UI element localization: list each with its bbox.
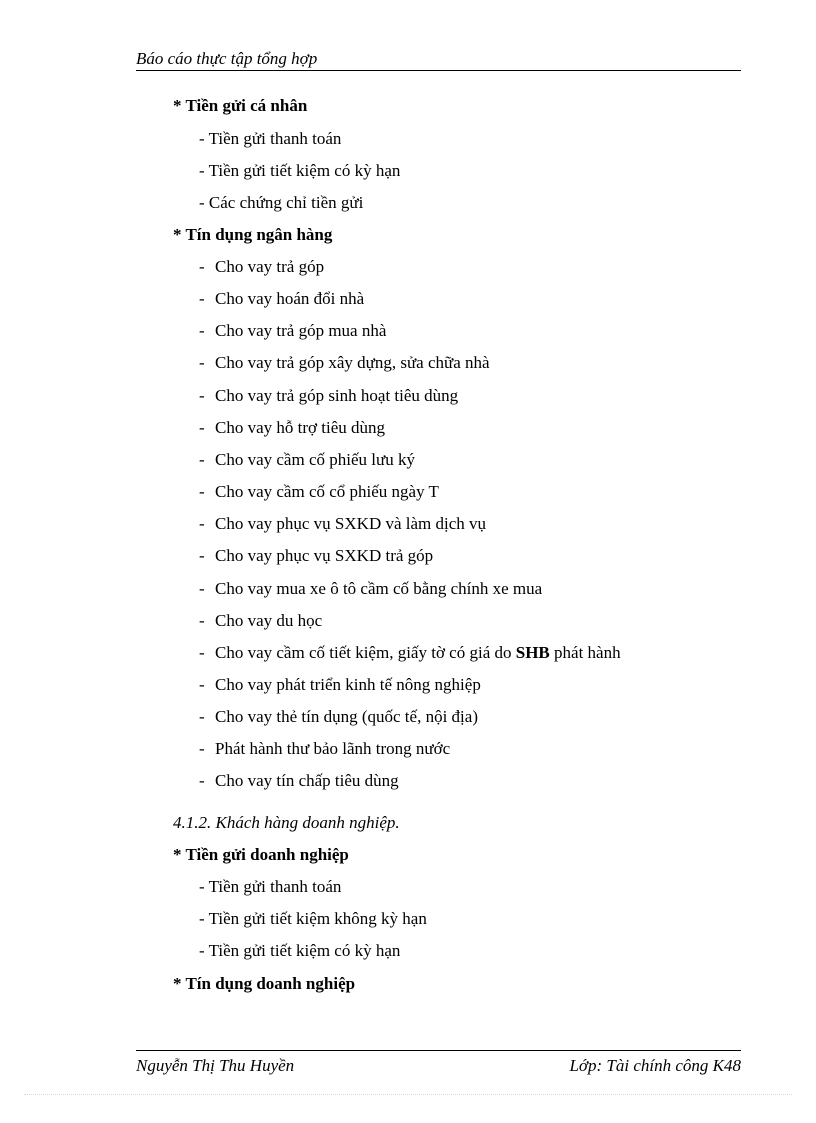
bullet-dash: -	[199, 418, 205, 437]
list-item	[199, 416, 385, 440]
list-item	[199, 351, 490, 375]
list-item	[199, 577, 542, 601]
list-item-label: Cho vay hoán đổi nhà	[215, 289, 365, 308]
bullet-dash: -	[199, 386, 205, 405]
list-item	[199, 769, 399, 793]
bullet-dash: -	[199, 739, 205, 758]
business-credit-heading: * Tín dụng doanh nghiệp	[173, 974, 356, 993]
footer-class: Lớp: Tài chính công K48	[569, 1056, 741, 1075]
list-item: - Tiền gửi thanh toán	[199, 129, 342, 148]
list-item-label: Cho vay cầm cố cổ phiếu ngày T	[215, 482, 439, 501]
bullet-dash: -	[199, 579, 205, 598]
list-item: - Tiền gửi tiết kiệm có kỳ hạn	[199, 941, 401, 960]
list-item-label: Cho vay mua xe ô tô cầm cố bằng chính xe mua	[215, 579, 543, 598]
list-item-label: Cho vay trả góp sinh hoạt tiêu dùng	[215, 386, 459, 405]
list-item	[199, 319, 386, 343]
list-item-label: Phát hành thư bảo lãnh trong nước	[215, 739, 451, 758]
list-item-label: Cho vay trả góp xây dựng, sửa chữa nhà	[215, 353, 490, 372]
bullet-dash: -	[199, 450, 205, 469]
list-item	[199, 512, 486, 536]
section-title: 4.1.2. Khách hàng doanh nghiệp.	[173, 813, 400, 832]
page-footer	[136, 1050, 741, 1075]
bullet-dash: -	[199, 611, 205, 630]
bullet-dash: -	[199, 707, 205, 726]
bullet-dash: -	[199, 321, 205, 340]
bullet-dash: -	[199, 643, 205, 662]
list-item: - Tiền gửi tiết kiệm có kỳ hạn	[199, 161, 401, 180]
list-item	[199, 705, 478, 729]
personal-credit-heading: * Tín dụng ngân hàng	[173, 225, 333, 244]
list-item	[199, 673, 481, 697]
bullet-dash: -	[199, 289, 205, 308]
bullet-dash: -	[199, 482, 205, 501]
list-item-label: Cho vay trả góp mua nhà	[215, 321, 387, 340]
list-item	[199, 448, 415, 472]
bullet-dash: -	[199, 546, 205, 565]
list-item-label: Cho vay phục vụ SXKD trả góp	[215, 546, 434, 565]
list-item-label: Cho vay phát triển kinh tế nông nghiệp	[215, 675, 481, 694]
list-item: - Các chứng chỉ tiền gửi	[199, 193, 364, 212]
list-item	[199, 480, 439, 504]
list-item	[199, 641, 621, 665]
list-item-label: Cho vay thẻ tín dụng (quốc tế, nội địa)	[215, 707, 478, 726]
bullet-dash: -	[199, 771, 205, 790]
list-item	[199, 609, 322, 633]
bullet-dash: -	[199, 514, 205, 533]
list-item-label: Cho vay trả góp	[215, 257, 325, 276]
footer-author: Nguyễn Thị Thu Huyền	[136, 1056, 295, 1075]
list-item-label: Cho vay cầm cố tiết kiệm, giấy tờ có giá do SHB phát hành	[215, 643, 621, 662]
list-item	[199, 287, 364, 311]
header-title: Báo cáo thực tập tổng hợp	[136, 49, 318, 68]
bullet-dash: -	[199, 353, 205, 372]
list-item-label: Cho vay tín chấp tiêu dùng	[215, 771, 399, 790]
business-deposits-heading: * Tiền gửi doanh nghiệp	[173, 845, 349, 864]
list-item-label: Cho vay du học	[215, 611, 323, 630]
list-item: - Tiền gửi thanh toán	[199, 877, 342, 896]
bullet-dash: -	[199, 257, 205, 276]
page-bottom-divider	[24, 1094, 792, 1095]
personal-deposits-heading: * Tiền gửi cá nhân	[173, 96, 308, 115]
list-item-label: Cho vay hỗ trợ tiêu dùng	[215, 418, 385, 437]
list-item	[199, 255, 324, 279]
page-header	[136, 48, 741, 71]
list-item	[199, 544, 433, 568]
list-item-label: Cho vay cầm cố phiếu lưu ký	[215, 450, 415, 469]
list-item	[199, 384, 458, 408]
list-item	[199, 737, 450, 761]
list-item-label: Cho vay phục vụ SXKD và làm dịch vụ	[215, 514, 487, 533]
bullet-dash: -	[199, 675, 205, 694]
list-item: - Tiền gửi tiết kiệm không kỳ hạn	[199, 909, 427, 928]
